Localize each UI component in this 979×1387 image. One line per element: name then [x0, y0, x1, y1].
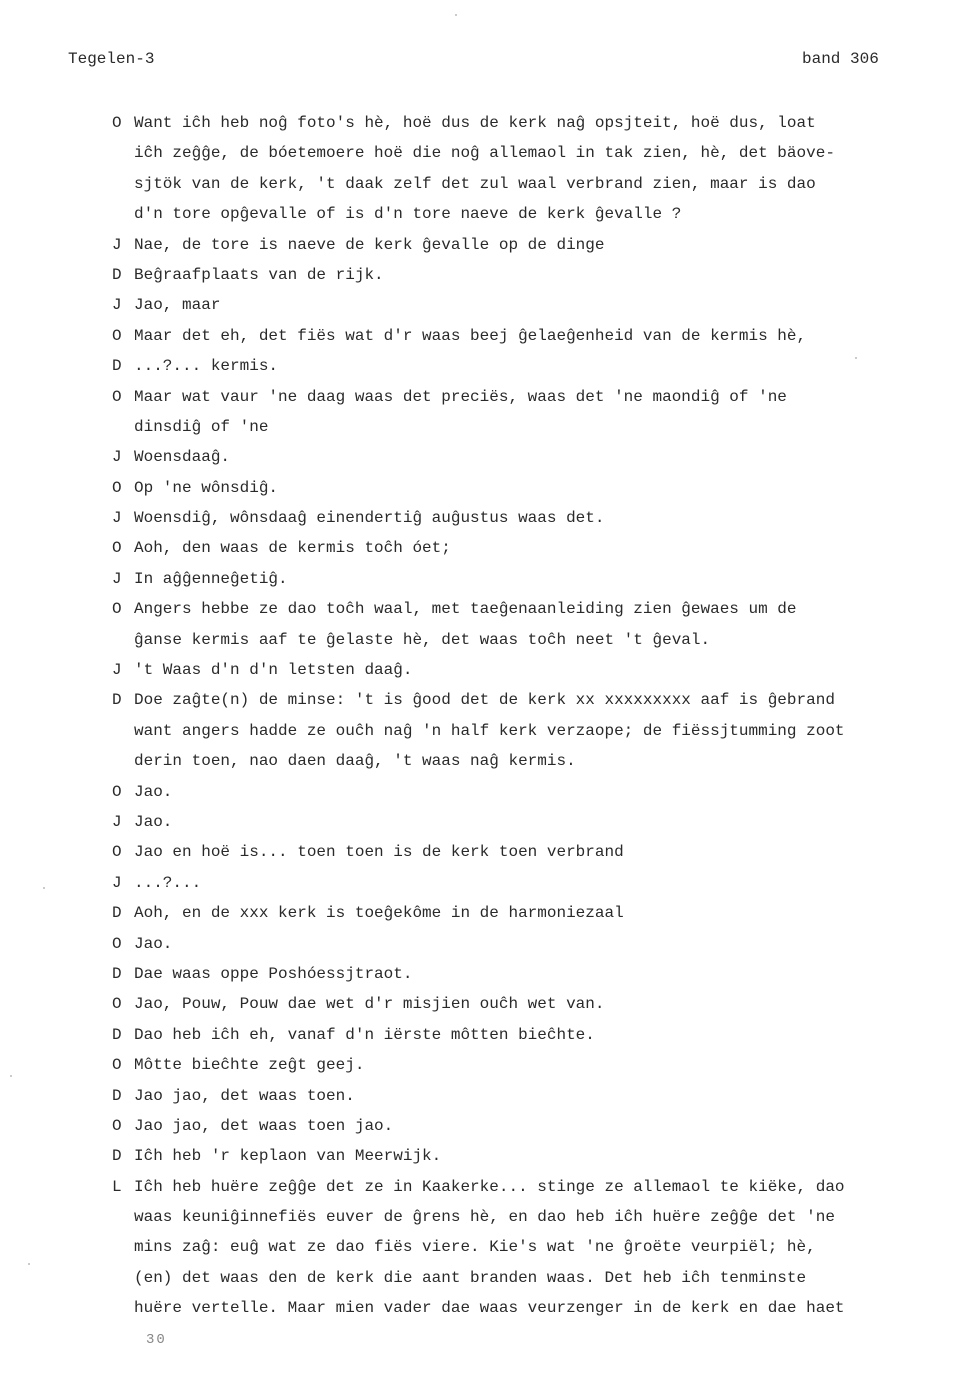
utterance-line: Dao heb iĉh eh, vanaf d'n iërste môtten bieĉhte.	[134, 1025, 595, 1044]
utterance-line: Op 'ne wônsdiĝ.	[134, 478, 279, 497]
speaker-label: O	[112, 782, 122, 801]
transcript-entry	[112, 473, 932, 503]
speaker-label: O	[112, 387, 122, 406]
speaker-label: O	[112, 1056, 122, 1075]
utterance-line: sjtök van de kerk, 't daak zelf det zul waal verbrand zien, maar is dao	[134, 174, 816, 193]
header-band-number: band 306	[802, 50, 879, 68]
utterance-line: Jao, Pouw, Pouw dae wet d'r misjien ouĉh wet van.	[134, 995, 605, 1014]
speaker-label: O	[112, 600, 122, 619]
transcript-entry	[112, 1172, 932, 1324]
utterance-line: iĉh zeĝĝe, de bóetemoere hoë die noĝ allemaol in tak zien, hè, det bäove-	[134, 144, 835, 163]
transcript-entry	[112, 837, 932, 867]
utterance-line: Jao jao, det waas toen.	[134, 1086, 355, 1105]
utterance-line: want angers hadde ze ouĉh naĝ 'n half kerk verzaope; de fiëssjtumming zoot	[134, 721, 845, 740]
utterance-line: Jao, maar	[134, 296, 221, 315]
speaker-label: J	[112, 235, 122, 254]
scan-speck	[10, 1075, 12, 1077]
transcript-entry	[112, 1141, 932, 1171]
utterance-line: Aoh, en de xxx kerk is toeĝekôme in de harmoniezaal	[134, 904, 624, 923]
transcript-entry	[112, 260, 932, 290]
utterance-line: waas keuniĝinnefiës euver de ĝrens hè, en dao heb iĉh huëre zeĝĝe det 'ne	[134, 1208, 835, 1227]
speaker-label: D	[112, 1147, 122, 1166]
utterance-line: ...?...	[134, 873, 202, 892]
transcript-entry	[112, 1050, 932, 1080]
speaker-label: D	[112, 691, 122, 710]
utterance-line: In aĝĝenneĝetiĝ.	[134, 569, 288, 588]
speaker-label: J	[112, 509, 122, 528]
speaker-label: O	[112, 326, 122, 345]
utterance-line: Jao.	[134, 782, 173, 801]
speaker-label: D	[112, 265, 122, 284]
transcript-entry	[112, 230, 932, 260]
utterance-line: Maar det eh, det fiës wat d'r waas beej ĝelaeĝenheid van de kermis hè,	[134, 326, 807, 345]
utterance-line: Dae waas oppe Poshóessjtraot.	[134, 964, 413, 983]
transcript-entry	[112, 382, 932, 443]
utterance-line: derin toen, nao daen daaĝ, 't waas naĝ kermis.	[134, 752, 576, 771]
utterance-line: ...?... kermis.	[134, 357, 279, 376]
speaker-label: J	[112, 661, 122, 680]
utterance-line: Môtte bieĉhte zeĝt geej.	[134, 1056, 365, 1075]
utterance-line: Iĉh heb huëre zeĝĝe det ze in Kaakerke... stinge ze allemaol te kiëke, dao	[134, 1177, 845, 1196]
transcript-entry	[112, 290, 932, 320]
utterance-line: Angers hebbe ze dao toĉh waal, met taeĝenaanleiding zien ĝewaes um de	[134, 600, 797, 619]
speaker-label: J	[112, 873, 122, 892]
transcript-entry	[112, 685, 932, 776]
transcript-entry	[112, 868, 932, 898]
speaker-label: O	[112, 539, 122, 558]
utterance-line: Jao.	[134, 934, 173, 953]
transcript-entry	[112, 442, 932, 472]
speaker-label: O	[112, 114, 122, 132]
transcript-entry	[112, 929, 932, 959]
transcript-entry	[112, 351, 932, 381]
transcript-entry	[112, 777, 932, 807]
header-location: Tegelen-3	[68, 50, 155, 68]
utterance-line: Doe zaĝte(n) de minse: 't is ĝood det de kerk xx xxxxxxxxx aaf is ĝebrand	[134, 691, 835, 710]
utterance-line: Maar wat vaur 'ne daag waas det preciës, waas det 'ne maondiĝ of 'ne	[134, 387, 787, 406]
speaker-label: D	[112, 1086, 122, 1105]
utterance-line: mins zaĝ: euĝ wat ze dao fiës viere. Kie's wat 'ne ĝroëte veurpiël; hè,	[134, 1238, 816, 1257]
speaker-label: D	[112, 1025, 122, 1044]
utterance-line: huëre vertelle. Maar mien vader dae waas veurzenger in de kerk en dae haet	[134, 1299, 845, 1318]
transcript-entry	[112, 321, 932, 351]
transcript-entry	[112, 533, 932, 563]
speaker-label: L	[112, 1177, 122, 1196]
transcript-entry	[112, 1081, 932, 1111]
utterance-line: Woensdiĝ, wônsdaaĝ einendertiĝ auĝustus waas det.	[134, 509, 605, 528]
utterance-line: Woensdaaĝ.	[134, 448, 231, 467]
utterance-line: Jao.	[134, 812, 173, 831]
speaker-label: J	[112, 812, 122, 831]
transcript	[112, 108, 932, 1324]
utterance-line: Jao jao, det waas toen jao.	[134, 1116, 394, 1135]
transcript-entry	[112, 1111, 932, 1141]
transcript-entry	[112, 959, 932, 989]
utterance-line: 't Waas d'n d'n letsten daaĝ.	[134, 661, 413, 680]
transcript-entry	[112, 564, 932, 594]
speaker-label: O	[112, 1116, 122, 1135]
utterance-line: dinsdiĝ of 'ne	[134, 417, 269, 436]
speaker-label: D	[112, 357, 122, 376]
utterance-line: ĝanse kermis aaf te ĝelaste hè, det waas toĉh neet 't ĝeval.	[134, 630, 711, 649]
speaker-label: D	[112, 904, 122, 923]
transcript-entry	[112, 655, 932, 685]
speaker-label: O	[112, 478, 122, 497]
utterance-line: Aoh, den waas de kermis toĉh óet;	[134, 539, 451, 558]
speaker-label: O	[112, 995, 122, 1014]
speaker-label: J	[112, 569, 122, 588]
scan-speck	[855, 357, 857, 359]
utterance-line: Want iĉh heb noĝ foto's hè, hoë dus de kerk naĝ opsjteit, hoë dus, loat	[134, 114, 816, 132]
speaker-label: J	[112, 448, 122, 467]
utterance-line: Iĉh heb 'r keplaon van Meerwijk.	[134, 1147, 442, 1166]
utterance-line: Beĝraafplaats van de rijk.	[134, 265, 384, 284]
page-number: 30	[146, 1332, 167, 1348]
transcript-entry	[112, 898, 932, 928]
utterance-line: d'n tore opĝevalle of is d'n tore naeve de kerk ĝevalle ?	[134, 205, 682, 224]
transcript-entry	[112, 1020, 932, 1050]
speaker-label: J	[112, 296, 122, 315]
transcript-entry	[112, 108, 932, 230]
transcript-entry	[112, 503, 932, 533]
scan-speck	[43, 887, 45, 889]
utterance-line: Jao en hoë is... toen toen is de kerk toen verbrand	[134, 843, 624, 862]
scan-speck	[455, 14, 457, 16]
scan-speck	[28, 1263, 30, 1265]
transcript-entry	[112, 989, 932, 1019]
transcript-entry	[112, 807, 932, 837]
utterance-line: (en) det waas den de kerk die aant branden waas. Det heb iĉh tenminste	[134, 1268, 807, 1287]
speaker-label: O	[112, 843, 122, 862]
speaker-label: D	[112, 964, 122, 983]
speaker-label: O	[112, 934, 122, 953]
utterance-line: Nae, de tore is naeve de kerk ĝevalle op de dinge	[134, 235, 605, 254]
transcript-entry	[112, 594, 932, 655]
